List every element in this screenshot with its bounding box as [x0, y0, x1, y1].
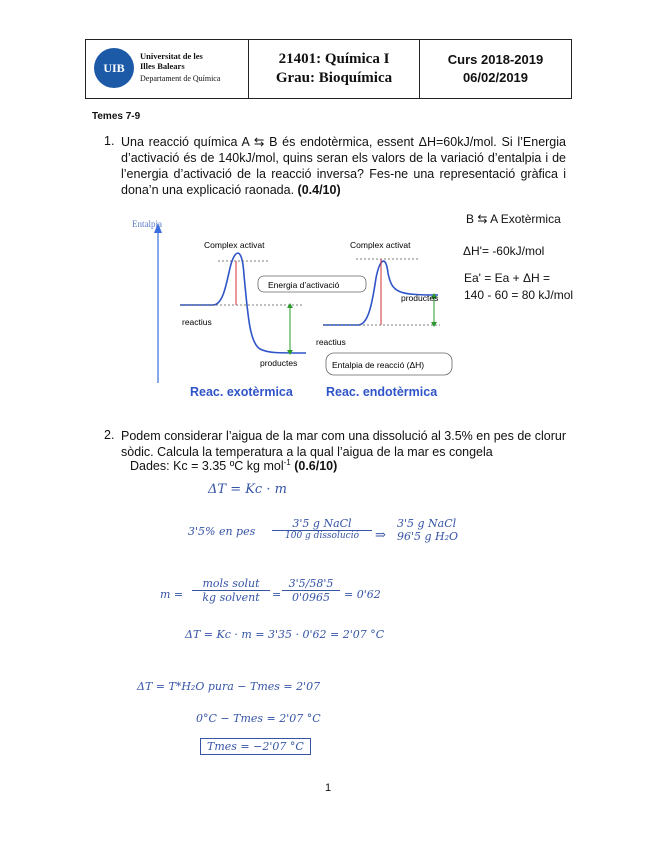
university-line2: Illes Balears — [140, 61, 185, 71]
hw-fraction-2 — [397, 517, 458, 543]
document-header — [85, 39, 572, 99]
hw-formula: ΔT = Kc · m — [208, 482, 287, 497]
productes-label-2: productes — [401, 293, 439, 303]
q1-score: (0.4/10) — [297, 183, 341, 197]
university-name — [140, 51, 220, 84]
hw-frac2-den: 96'5 g H₂O — [397, 530, 459, 543]
ea-label: Energia d’activació — [268, 280, 340, 290]
dh-label: Entalpia de reacció (ΔH) — [332, 360, 425, 370]
q2-data-exponent: -1 — [283, 458, 291, 467]
university-line1: Universitat de les — [140, 51, 203, 61]
uib-logo: UIB — [94, 48, 134, 88]
q1-body: Una reacció química A ⇆ B és endotèrmica, essent ΔH=60kJ/mol. Si l’Energia d’activació és de 140kJ/mol, quins seran els valors de la variació d’entalpia i de l’energia d’activació de la reacció inversa? Fes-ne una representació gràfica i dona’n una explicació raonada. — [121, 135, 566, 197]
q2-data-text: Dades: Kc = 3.35 ºC kg mol — [130, 459, 284, 474]
exothermic-title: Reac. exotèrmica — [190, 385, 293, 399]
course-block — [249, 40, 420, 98]
y-axis-label: Entalpia — [132, 219, 162, 229]
degree: Grau: Bioquímica — [275, 70, 393, 86]
hw-fraction-4 — [282, 577, 340, 604]
reactius-label-1: reactius — [182, 317, 212, 327]
hw-frac1-den: 100 g dissolució — [285, 531, 359, 541]
q2-number: 2. — [104, 428, 115, 442]
academic-year: Curs 2018-2019 — [447, 52, 544, 67]
hw-arrow: ⇒ — [375, 528, 386, 543]
hw-frac3-num: mols solut — [192, 577, 270, 591]
hw-delta-t: ΔT = Kc · m = 3'35 · 0'62 = 2'07 °C — [185, 628, 385, 641]
endothermic-title: Reac. endotèrmica — [326, 385, 438, 399]
notes-ea-formula: Ea' = Ea + ΔH = — [464, 271, 551, 285]
q1-text — [121, 134, 566, 198]
hw-molality-result: = 0'62 — [344, 588, 381, 601]
hw-frac3-den: kg solvent — [202, 591, 260, 604]
complex-label-1: Complex activat — [204, 240, 265, 250]
hw-molality-label: m = — [160, 588, 184, 601]
notes-reaction: B ⇆ A Exotèrmica — [466, 212, 561, 226]
enthalpy-diagram — [118, 213, 463, 405]
hw-frac1-num: 3'5 g NaCl — [272, 517, 372, 531]
hw-fraction-1 — [272, 517, 372, 541]
course-code: 21401: Química I — [278, 51, 390, 67]
q2-data — [130, 458, 337, 473]
department-name: Departament de Química — [140, 74, 221, 83]
q2-score: (0.6/10) — [294, 459, 338, 474]
date-block — [420, 40, 571, 98]
hw-final-answer: Tmes = −2'07 °C — [200, 738, 311, 755]
exothermic-curve — [180, 253, 306, 353]
productes-label-1: productes — [260, 358, 298, 368]
reactius-label-2: reactius — [316, 337, 346, 347]
hw-frac2-num: 3'5 g NaCl — [397, 517, 457, 530]
topics-label: Temes 7-9 — [92, 111, 141, 122]
hw-equals-1: = — [272, 588, 282, 601]
hw-fraction-3 — [192, 577, 270, 604]
complex-label-2: Complex activat — [350, 240, 411, 250]
hw-freezing-eq: ΔT = T*H₂O pura − Tmes = 2'07 — [137, 680, 321, 693]
hw-percent: 3'5% en pes — [188, 525, 256, 538]
hw-frac4-den: 0'0965 — [291, 591, 331, 604]
exam-date: 06/02/2019 — [462, 70, 529, 85]
q2-text: Podem considerar l’aigua de la mar com una dissolució al 3.5% en pes de clorur sòdic. Calcula la temperatura a la qual l’aigua de la mar es congela — [121, 429, 566, 459]
university-block — [86, 40, 249, 98]
notes-delta-h: ΔH'= -60kJ/mol — [463, 244, 545, 258]
q1-number: 1. — [104, 134, 115, 148]
page-number: 1 — [325, 782, 332, 794]
hw-substitution: 0°C − Tmes = 2'07 °C — [196, 712, 321, 725]
notes-ea-result: 140 - 60 = 80 kJ/mol — [464, 288, 574, 302]
hw-frac4-num: 3'5/58'5 — [282, 577, 340, 591]
